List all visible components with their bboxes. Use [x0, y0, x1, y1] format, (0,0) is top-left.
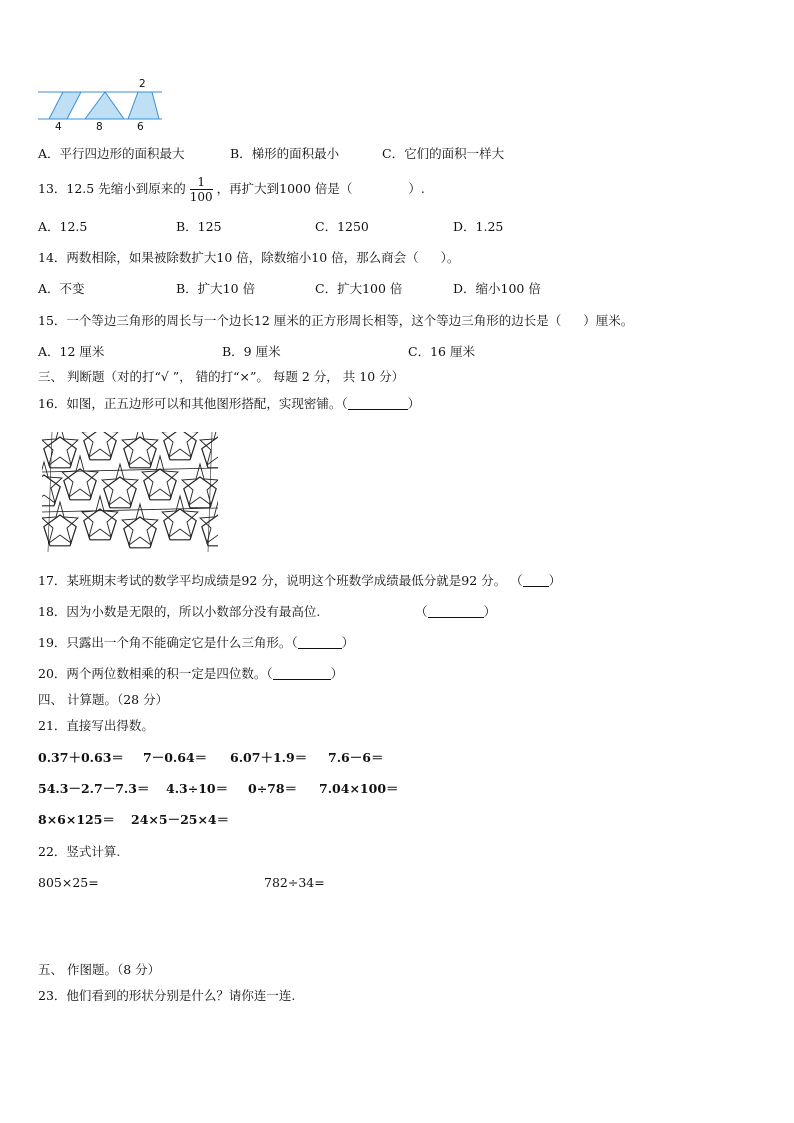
q17-stem: 17．某班期末考试的数学平均成绩是92 分，说明这个班数学成绩最低分就是92 分。 （ — [38, 573, 523, 588]
q21-title: 21．直接写出得数。 — [38, 718, 154, 733]
q22-title: 22．竖式计算. — [38, 844, 121, 859]
q21-item: 54.3－2.7－7.3＝ — [38, 781, 150, 796]
section-4-title: 四、 计算题。（28 分） — [38, 692, 169, 707]
q15-end: ）厘米。 — [583, 313, 634, 328]
q16-text — [38, 396, 420, 412]
q14-option-a[interactable]: A．不变 — [38, 281, 85, 296]
trapezoid-shape — [128, 92, 159, 119]
q19-stem: 19．只露出一个角不能确定它是什么三角形。（ — [38, 635, 298, 650]
q20-end: ） — [330, 666, 344, 681]
q14-option-c[interactable]: C．扩大100 倍 — [315, 281, 403, 296]
q14-option-d[interactable]: D．缩小100 倍 — [453, 281, 541, 296]
q18-end: ） — [483, 604, 497, 619]
shapes-figure — [36, 80, 166, 134]
q12-option-a[interactable]: A．平行四边形的面积最大 — [38, 146, 185, 161]
q15-option-c[interactable]: C．16 厘米 — [408, 344, 475, 359]
q21-item: 24×5－25×4＝ — [131, 812, 230, 827]
q18-text — [38, 604, 320, 620]
parallelogram-shape — [49, 92, 81, 119]
q13-text — [38, 174, 425, 204]
q15-text — [38, 313, 633, 329]
q16-end: ） — [407, 396, 421, 411]
q12-option-b[interactable]: B．梯形的面积最小 — [230, 146, 340, 161]
q18-answer-blank[interactable] — [428, 605, 484, 618]
q15-option-a[interactable]: A．12 厘米 — [38, 344, 105, 359]
q13-suffix: ，再扩大到1000 倍是（ — [216, 181, 353, 196]
q17-text — [38, 573, 561, 589]
section-5-title: 五、 作图题。（8 分） — [38, 962, 161, 977]
q18-answer — [415, 604, 496, 620]
q13-option-b[interactable]: B．125 — [176, 219, 222, 234]
q21-item: 7.6－6＝ — [328, 750, 384, 765]
q13-option-a[interactable]: A．12.5 — [38, 219, 88, 234]
q17-answer-blank[interactable] — [523, 574, 549, 587]
q13-option-d[interactable]: D．1.25 — [453, 219, 504, 234]
q21-item: 0.37＋0.63＝ — [38, 750, 124, 765]
label-4: 4 — [55, 121, 62, 133]
q15-option-b[interactable]: B．9 厘米 — [222, 344, 281, 359]
q14-end: ）。 — [440, 250, 460, 265]
q17-end: ） — [548, 573, 562, 588]
q14-stem: 14．两数相除，如果被除数扩大10 倍，除数缩小10 倍，那么商会（ — [38, 250, 419, 265]
q21-item: 4.3÷10＝ — [166, 781, 229, 796]
q20-stem: 20．两个两位数相乘的积一定是四位数。（ — [38, 666, 273, 681]
q13-end: ）. — [408, 181, 425, 196]
q19-answer-blank[interactable] — [298, 636, 342, 649]
q22-item: 782÷34= — [264, 875, 325, 890]
q19-end: ） — [341, 635, 355, 650]
q19-text — [38, 635, 354, 651]
q16-stem: 16．如图，正五边形可以和其他图形搭配，实现密铺。（ — [38, 396, 348, 411]
q18-stem: 18．因为小数是无限的，所以小数部分没有最高位. — [38, 604, 321, 619]
q20-answer-blank[interactable] — [273, 667, 331, 680]
q13-frac-num: 1 — [190, 175, 213, 190]
q13-fraction — [190, 175, 213, 204]
q21-item: 0÷78＝ — [248, 781, 298, 796]
section-3-title: 三、 判断题（对的打“√ ”， 错的打“×”。 每题 2 分， 共 10 分） — [38, 369, 405, 384]
q21-item: 8×6×125＝ — [38, 812, 115, 827]
q15-stem: 15．一个等边三角形的周长与一个边长12 厘米的正方形周长相等，这个等边三角形的边长是（ — [38, 313, 562, 328]
triangle-shape — [85, 92, 124, 119]
q22-item: 805×25= — [38, 875, 99, 890]
label-6: 6 — [137, 121, 144, 133]
label-2: 2 — [139, 78, 146, 90]
q13-frac-den: 100 — [189, 190, 213, 204]
q14-option-b[interactable]: B．扩大10 倍 — [176, 281, 256, 296]
pentagon-tessellation-figure — [42, 432, 218, 552]
shapes-figure-svg — [36, 80, 166, 122]
q13-prefix: 13．12.5 先缩小到原来的 — [38, 181, 186, 196]
q16-answer-blank[interactable] — [348, 397, 408, 410]
q18-open: （ — [415, 604, 428, 619]
q21-item: 7.04×100＝ — [319, 781, 399, 796]
q13-option-c[interactable]: C．1250 — [315, 219, 369, 234]
q23-text: 23．他们看到的形状分别是什么？请你连一连. — [38, 988, 296, 1003]
q20-text — [38, 666, 343, 682]
label-8: 8 — [96, 121, 103, 133]
q21-item: 6.07＋1.9＝ — [230, 750, 308, 765]
q21-item: 7－0.64＝ — [143, 750, 208, 765]
q14-text — [38, 250, 459, 266]
q12-option-c[interactable]: C．它们的面积一样大 — [382, 146, 505, 161]
